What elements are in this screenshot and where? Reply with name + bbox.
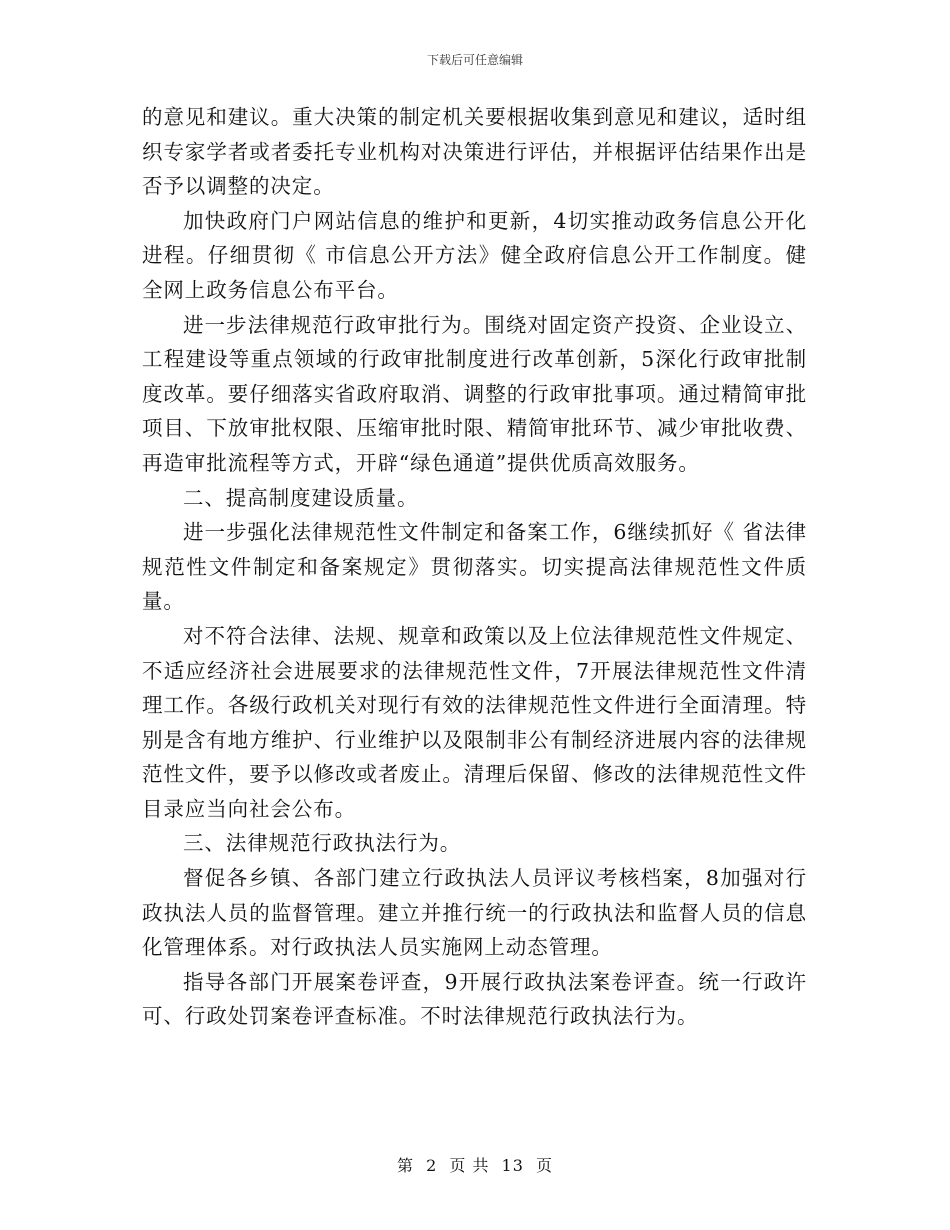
section-heading-3: 三、法律规范行政执法行为。 — [183, 831, 462, 856]
page-footer — [0, 1156, 950, 1176]
paragraph-5: 进一步强化法律规范性文件制定和备案工作，6继续抓好《 省法律规范性文件制定和备案规定》贯彻落实。切实提高法律规范性文件质量。 — [142, 520, 807, 614]
paragraph-8: 督促各乡镇、各部门建立行政执法人员评议考核档案，8加强对行政执法人员的监督管理。建立并推行统一的行政执法和监督人员的信息化管理体系。对行政执法人员实施网上动态管理。 — [142, 866, 807, 960]
paragraph-1: 的意见和建议。重大决策的制定机关要根据收集到意见和建议，适时组织专家学者或者委托专业机构对决策进行评估，并根据评估结果作出是否予以调整的决定。 — [142, 105, 807, 199]
paragraph-2: 加快政府门户网站信息的维护和更新，4切实推动政务信息公开化进程。仔细贯彻《 市信息公开方法》健全政府信息公开工作制度。健全网上政务信息公布平台。 — [142, 208, 807, 302]
footer-middle: 页 共 — [449, 1156, 490, 1175]
footer-prefix: 第 — [396, 1156, 414, 1175]
section-heading-2: 二、提高制度建设质量。 — [183, 485, 419, 510]
total-page-count: 13 — [501, 1156, 524, 1175]
document-body — [142, 100, 807, 1034]
paragraph-9: 指导各部门开展案卷评查，9开展行政执法案卷评查。统一行政许可、行政处罚案卷评查标准。不时法律规范行政执法行为。 — [142, 969, 807, 1029]
paragraph-3: 进一步法律规范行政审批行为。围绕对固定资产投资、企业设立、工程建设等重点领域的行政审批制度进行改革创新，5深化行政审批制度改革。要仔细落实省政府取消、调整的行政审批事项。通过精简审批项目、下放审批权限、压缩审批时限、精简审批环节、减少审批收费、再造审批流程等方式，开辟“绿色通道”提供优质高效服务。 — [142, 312, 807, 475]
paragraph-6: 对不符合法律、法规、规章和政策以及上位法律规范性文件规定、不适应经济社会进展要求的法律规范性文件，7开展法律规范性文件清理工作。各级行政机关对现行有效的法律规范性文件进行全面清理。特别是含有地方维护、行业维护以及限制非公有制经济进展内容的法律规范性文件，要予以修改或者废止。清理后保留、修改的法律规范性文件目录应当向社会公布。 — [142, 623, 807, 821]
page-header: 下载后可任意编辑 — [426, 53, 523, 67]
footer-suffix: 页 — [536, 1156, 554, 1175]
current-page-number: 2 — [426, 1156, 438, 1175]
